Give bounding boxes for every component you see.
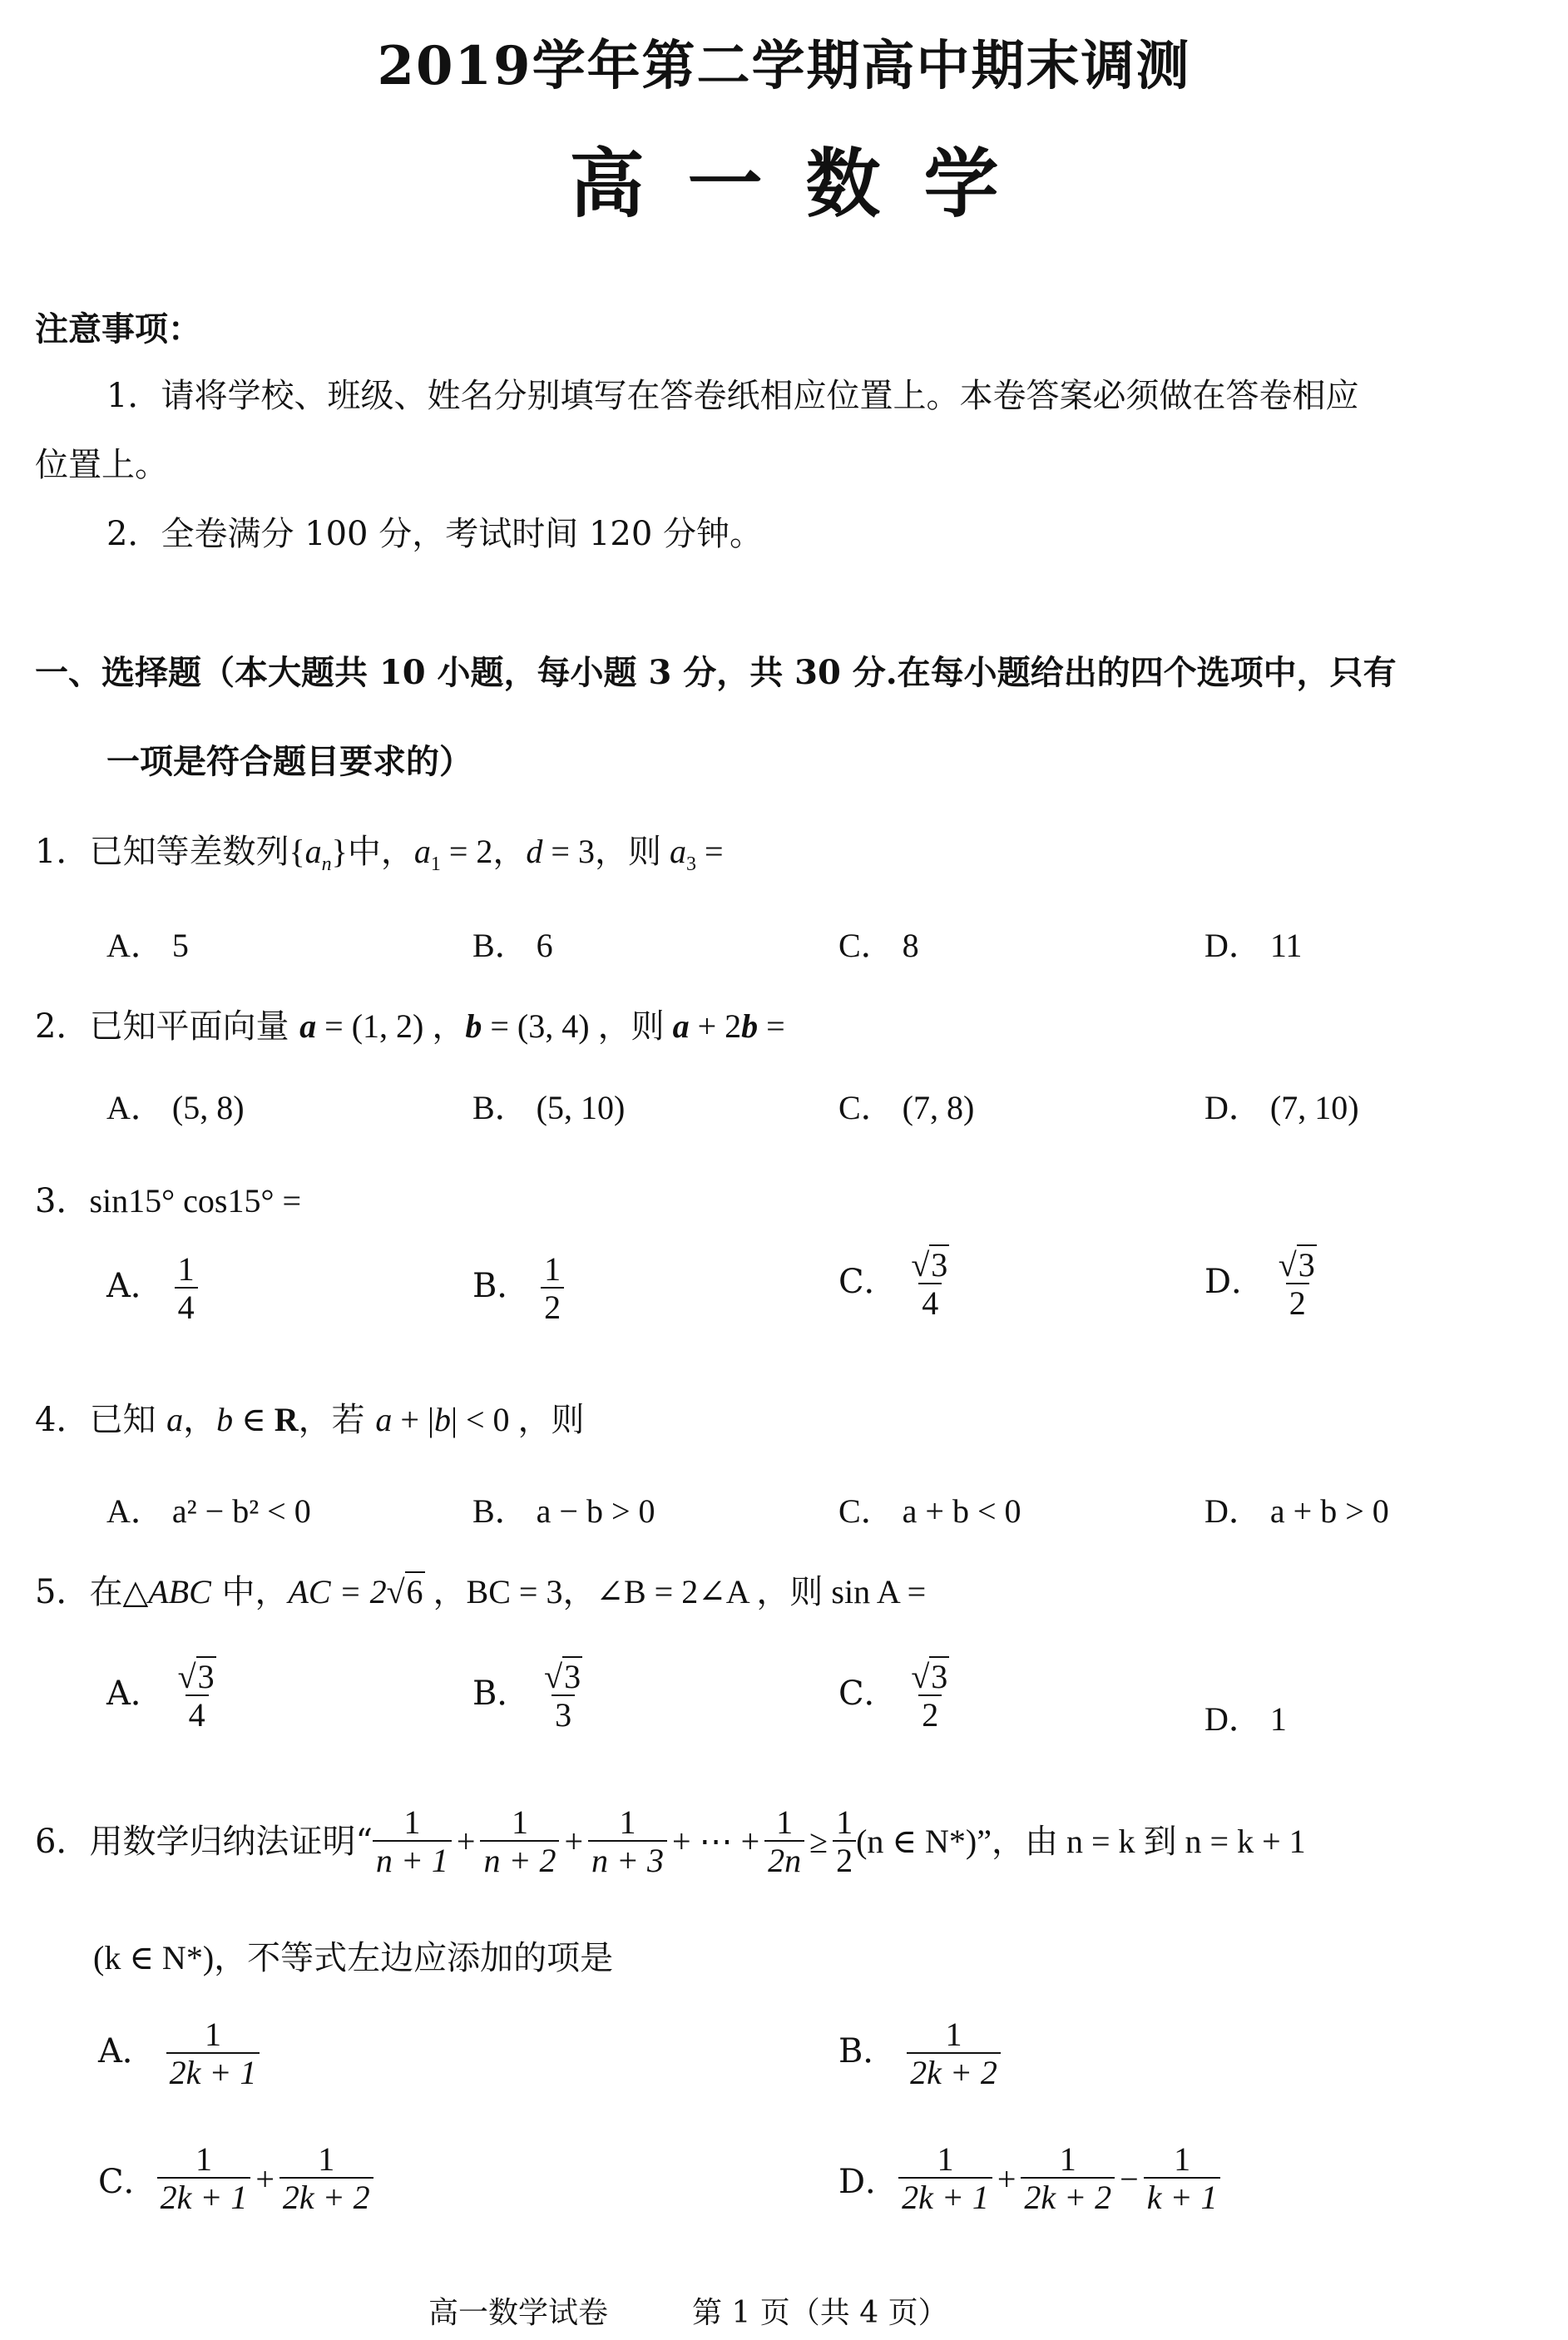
numerator: 1 [836, 1803, 853, 1841]
fraction [1275, 1248, 1320, 1321]
denominator: 4 [918, 1283, 942, 1321]
option-a[interactable] [106, 1660, 220, 1733]
fraction [541, 1660, 586, 1733]
option-c[interactable] [838, 1660, 952, 1733]
ellipsis: + ⋯ + [672, 1823, 760, 1860]
question-text: 中， [210, 1573, 289, 1611]
sqrt: √3 [911, 1246, 948, 1284]
option-c[interactable]: C． 8 [838, 927, 919, 964]
fraction [157, 2142, 251, 2215]
numerator: 1 [318, 2140, 335, 2178]
notice-item-2: 2．全卷满分 100 分，考试时间 120 分钟。 [106, 515, 764, 553]
denominator: n + 1 [373, 1840, 452, 1878]
numerator: 1 [619, 1803, 636, 1841]
numerator: 1 [403, 1803, 421, 1841]
question-text: = 3，则 [542, 833, 670, 870]
sqrt: √3 [177, 1658, 215, 1695]
option-label: B． [838, 2032, 897, 2070]
option-d[interactable]: D． (7, 10) [1204, 1089, 1359, 1126]
numerator: 1 [511, 1803, 528, 1841]
sqrt: √3 [911, 1658, 948, 1695]
question-text: = [695, 833, 724, 870]
fraction [175, 1252, 198, 1325]
question-number: 5． [35, 1573, 90, 1611]
fraction [764, 1805, 804, 1878]
plus-sign: + [255, 2159, 275, 2198]
numerator: 1 [1174, 2140, 1191, 2178]
option-c[interactable]: C． a + b < 0 [838, 1492, 1021, 1530]
question-number: 1． [35, 833, 90, 871]
denominator: 2 [833, 1840, 856, 1878]
radicand: 3 [931, 1658, 948, 1695]
option-d[interactable] [1204, 1248, 1320, 1321]
option-b[interactable]: B． 6 [472, 927, 553, 964]
question-text: 已知 [89, 1401, 167, 1439]
exam-subtitle [0, 123, 1568, 231]
question-text: ， [183, 1401, 217, 1439]
option-label: A． [106, 1675, 164, 1713]
fraction [279, 2142, 373, 2215]
question-6 [35, 1805, 1306, 1878]
fraction [541, 1252, 564, 1325]
ge-sign: ≥ [809, 1823, 829, 1860]
vector-a: a [672, 1007, 690, 1045]
var-a1: a [413, 833, 431, 870]
subscript: 3 [685, 853, 696, 875]
option-value: 1 [1269, 1700, 1287, 1738]
var-a3: a [669, 833, 686, 870]
question-text: = (1, 2) ， [316, 1007, 466, 1045]
option-d[interactable]: D． 11 [1204, 927, 1303, 964]
option-a[interactable] [106, 1252, 198, 1325]
option-c[interactable] [98, 2142, 373, 2215]
denominator: 2k + 2 [279, 2177, 373, 2215]
option-b[interactable]: B． (5, 10) [472, 1089, 626, 1126]
sqrt: √3 [544, 1658, 581, 1695]
denominator: 2 [918, 1694, 942, 1733]
subtitle-char: 学 [923, 140, 999, 228]
radicand: 6 [406, 1573, 423, 1610]
question-number: 4． [35, 1401, 90, 1439]
footer-title: 高一数学试卷 [428, 2296, 609, 2330]
numerator: 1 [1059, 2140, 1076, 2178]
set-R: R [274, 1401, 299, 1438]
denominator: 2 [541, 1287, 564, 1325]
plus-sign: + [997, 2159, 1016, 2198]
question-text: ，BC = 3，∠B = 2∠A ，则 sin A = [424, 1573, 927, 1610]
denominator: 3 [552, 1694, 575, 1733]
option-label: C． [98, 2162, 157, 2201]
option-a[interactable]: A． (5, 8) [106, 1089, 245, 1126]
option-b[interactable]: B． a − b > 0 [472, 1492, 655, 1530]
notice-heading: 注意事项： [35, 309, 201, 349]
question-1 [35, 832, 724, 877]
section-heading-cont: 一项是符合题目要求的） [106, 742, 472, 781]
numerator: 1 [945, 2016, 962, 2053]
question-text: 中， [347, 833, 414, 871]
question-number: 3． [35, 1182, 90, 1220]
fraction [908, 1660, 952, 1733]
question-text: 在 [89, 1573, 123, 1611]
sqrt: √3 [1278, 1246, 1315, 1284]
fraction [898, 2142, 992, 2215]
question-text: + | [392, 1401, 434, 1438]
option-d[interactable]: D． a + b > 0 [1204, 1492, 1389, 1530]
question-text: ∈ [233, 1401, 275, 1438]
fraction [175, 1660, 220, 1733]
sequence-notation: $\{a_n\}$ [289, 833, 348, 875]
denominator: 2k + 1 [157, 2177, 251, 2215]
denominator: 2n [764, 1840, 804, 1878]
option-label: A． [106, 1267, 164, 1305]
fraction [373, 1805, 452, 1878]
numerator: 1 [937, 2140, 954, 2178]
denominator: 2 [1286, 1283, 1309, 1321]
page-number: 第 1 页（共 4 页） [692, 2296, 948, 2330]
option-b[interactable] [838, 2017, 1001, 2090]
option-b[interactable] [472, 1660, 586, 1733]
radicand: 3 [1298, 1246, 1315, 1284]
question-2 [35, 1007, 785, 1046]
fraction [833, 1805, 856, 1878]
fraction [480, 1805, 559, 1878]
option-d[interactable] [1204, 1693, 1287, 1740]
vector-b: b [741, 1007, 759, 1045]
vector-b: b [465, 1007, 482, 1045]
option-label: C． [838, 1675, 898, 1713]
notice-item-1-cont: 位置上。 [35, 446, 168, 484]
option-d[interactable] [838, 2142, 1220, 2215]
option-a[interactable]: A． a² − b² < 0 [106, 1492, 311, 1530]
option-label: D． [1204, 1700, 1262, 1738]
radicand: 3 [931, 1246, 948, 1284]
question-number: 6． [35, 1823, 90, 1861]
question-5 [35, 1572, 926, 1612]
radicand: 3 [564, 1658, 581, 1695]
option-label: C． [838, 1263, 898, 1301]
var-b: b [216, 1401, 234, 1438]
section-heading: 一、选择题（本大题共 10 小题，每小题 3 分，共 30 分.在每小题给出的四个选项中，只有 [35, 653, 1397, 692]
question-text: = (3, 4) ，则 [482, 1007, 673, 1045]
denominator: 2k + 2 [907, 2052, 1001, 2090]
denominator: k + 1 [1144, 2177, 1221, 2215]
fraction [907, 2017, 1001, 2090]
fraction [1021, 2142, 1115, 2215]
sqrt: √6 [386, 1573, 423, 1610]
question-text: 已知等差数列 [89, 833, 289, 871]
triangle: △ABC [122, 1573, 211, 1610]
question-text: = 2， [440, 833, 527, 870]
fraction [1144, 2142, 1221, 2215]
numerator: 1 [195, 2140, 212, 2178]
option-label: D． [838, 2162, 899, 2201]
option-label: D． [1204, 1263, 1265, 1301]
vector-a: a [299, 1007, 317, 1045]
minus-sign: − [1120, 2159, 1139, 2198]
question-3 [35, 1181, 301, 1221]
question-6-cont: (k ∈ N*)，不等式左边应添加的项是 [93, 1939, 614, 1976]
radicand: 3 [197, 1658, 215, 1695]
denominator: 2k + 1 [898, 2177, 992, 2215]
subtitle-char: 一 [687, 140, 763, 228]
question-text: | < 0 ，则 [450, 1401, 585, 1438]
option-b[interactable] [472, 1252, 564, 1325]
var-a: a [166, 1401, 184, 1438]
plus-sign: + [456, 1823, 476, 1860]
numerator: 1 [177, 1250, 195, 1288]
fraction [588, 1805, 667, 1878]
denominator: 4 [185, 1694, 209, 1733]
exam-title: 2019学年第二学期高中期末调测 [377, 35, 1191, 97]
numerator: 1 [204, 2016, 221, 2053]
option-label: B． [472, 1675, 531, 1713]
question-text: (n ∈ N*)”，由 n = k 到 n = k + 1 [856, 1823, 1306, 1860]
option-a[interactable] [98, 2017, 260, 2090]
option-a[interactable]: A． 5 [106, 927, 189, 964]
question-number: 2． [35, 1007, 90, 1046]
subscript: 1 [430, 853, 441, 875]
question-text: + 2 [689, 1007, 742, 1045]
option-label: A． [98, 2032, 156, 2070]
denominator: n + 2 [480, 1840, 559, 1878]
denominator: 2k + 2 [1021, 2177, 1115, 2215]
fraction [908, 1248, 952, 1321]
var-a: a [304, 833, 322, 870]
notice-item-1: 1．请将学校、班级、姓名分别填写在答卷纸相应位置上。本卷答案必须做在答卷相应 [106, 377, 1359, 415]
question-text: sin15° cos15° = [89, 1182, 302, 1219]
denominator: 2k + 1 [166, 2052, 260, 2090]
var-d: d [526, 833, 543, 870]
question-text: 用数学归纳法证明“ [89, 1823, 373, 1861]
numerator: 1 [776, 1803, 794, 1841]
question-text: ，若 [298, 1401, 376, 1439]
option-label: B． [472, 1267, 531, 1305]
option-c[interactable]: C． (7, 8) [838, 1089, 975, 1126]
plus-sign: + [564, 1823, 584, 1860]
question-4 [35, 1400, 585, 1440]
question-text: AC = 2 [288, 1573, 387, 1610]
subtitle-char: 数 [805, 140, 881, 228]
fraction [166, 2017, 260, 2090]
option-c[interactable] [838, 1248, 952, 1321]
numerator: 1 [544, 1250, 561, 1288]
denominator: 4 [175, 1287, 198, 1325]
subtitle-char: 高 [569, 140, 645, 228]
var-b: b [433, 1401, 451, 1438]
denominator: n + 3 [588, 1840, 667, 1878]
question-text: 已知平面向量 [89, 1007, 300, 1046]
question-text: = [758, 1007, 785, 1045]
var-a: a [375, 1401, 393, 1438]
